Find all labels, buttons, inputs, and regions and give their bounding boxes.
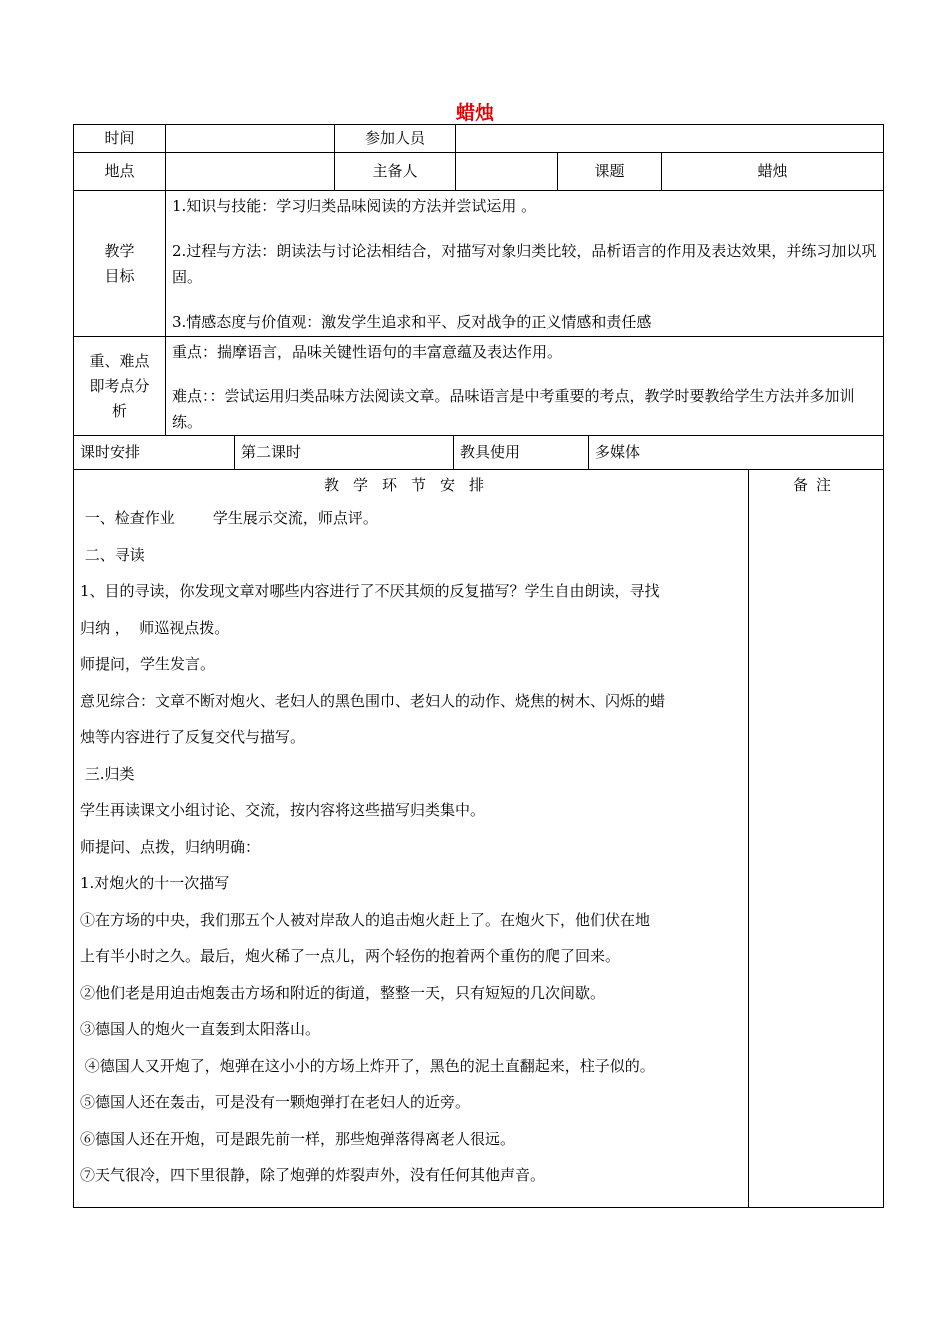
lesson-line: 二、寻读 (80, 545, 145, 564)
difficult-point: 难点：：尝试运用归类品味方法阅读文章。品味语言是中考重要的考点，教学时要教给学生方法并多加训练。 (172, 387, 855, 431)
preparer-value (456, 153, 558, 191)
place-label: 地点 (74, 153, 166, 191)
objectives-label-line: 教学 (104, 241, 135, 260)
lesson-line: 1、目的寻读，你发现文章对哪些内容进行了不厌其烦的反复描写？学生自由朗读，寻找 (80, 582, 660, 600)
lesson-line: 师提问、点拨，归纳明确： (80, 837, 261, 856)
lesson-line: 意见综合：文章不断对炮火、老妇人的黑色围巾、老妇人的动作、烧焦的树木、闪烁的蜡 (80, 691, 666, 710)
time-label: 时间 (74, 125, 166, 153)
period-value: 第二课时 (235, 436, 454, 470)
topic-value: 蜡烛 (662, 153, 884, 191)
tools-label: 教具使用 (454, 436, 589, 470)
lesson-line: ③德国人的炮火一直轰到太阳落山。 (80, 1020, 321, 1038)
notes-header: 备注 (792, 476, 839, 494)
objectives-label (74, 191, 166, 337)
lesson-header: 教学环节安排 (323, 476, 498, 494)
key-points-content (166, 337, 884, 436)
topic-label: 课题 (558, 153, 662, 191)
notes-column (749, 470, 884, 1208)
key-points-label-line: 即考点分 (89, 376, 150, 395)
objectives-content (166, 191, 884, 337)
key-points-label-line: 重、难点 (89, 351, 150, 370)
objectives-table (73, 190, 884, 436)
page-title: 蜡烛 (455, 102, 494, 124)
lesson-table (73, 469, 884, 1208)
lesson-line: ⑥德国人还在开炮，可是跟先前一样，那些炮弹落得离老人很远。 (80, 1129, 516, 1148)
objective-item: 3.情感态度与价值观：激发学生追求和平、反对战争的正义情感和责任感 (172, 312, 652, 331)
objectives-label-line: 目标 (104, 266, 135, 285)
objective-item: 1.知识与技能：学习归类品味阅读的方法并尝试运用 。 (172, 196, 537, 215)
key-points-label (74, 337, 166, 436)
period-label: 课时安排 (74, 436, 235, 470)
schedule-table (73, 435, 884, 470)
key-point: 重点：揣摩语言，品味关键性语句的丰富意蕴及表达作用。 (172, 343, 563, 361)
lesson-line: 上有半小时之久。最后，炮火稀了一点儿，两个轻伤的抱着两个重伤的爬了回来。 (80, 947, 621, 965)
lesson-line: 归纳 ， 师巡视点拨。 (80, 618, 230, 637)
participants-label: 参加人员 (335, 125, 456, 153)
lesson-line: 学生再读课文小组讨论、交流，按内容将这些描写归类集中。 (80, 801, 486, 819)
info-table (73, 124, 884, 191)
lesson-content (74, 470, 749, 1208)
lesson-line: 一、检查作业 学生展示交流，师点评。 (80, 509, 378, 527)
lesson-line: 1.对炮火的十一次描写 (80, 874, 230, 892)
lesson-line: 烛等内容进行了反复交代与描写。 (80, 728, 306, 746)
lesson-line: ①在方场的中央，我们那五个人被对岸敌人的追击炮火赶上了。在炮火下，他们伏在地 (80, 910, 651, 929)
lesson-lines (80, 500, 742, 1194)
key-points-label-line: 析 (111, 401, 127, 420)
preparer-label: 主备人 (335, 153, 456, 191)
lesson-line: ②他们老是用迫击炮轰击方场和附近的街道，整整一天，只有短短的几次间歇。 (80, 983, 606, 1002)
participants-value (456, 125, 884, 153)
time-value (166, 125, 335, 153)
lesson-line: 三.归类 (80, 764, 135, 783)
objective-item: 2.过程与方法：朗读法与讨论法相结合，对描写对象归类比较，品析语言的作用及表达效果，并练习加以巩固。 (172, 241, 877, 286)
lesson-line: ⑦天气很冷，四下里很静，除了炮弹的炸裂声外，没有任何其他声音。 (80, 1166, 546, 1184)
lesson-line: 师提问，学生发言。 (80, 655, 216, 673)
place-value (166, 153, 335, 191)
tools-value: 多媒体 (589, 436, 884, 470)
lesson-line: ④德国人又开炮了，炮弹在这小小的方场上炸开了，黑色的泥土直翻起来，柱子似的。 (80, 1056, 655, 1075)
lesson-line: ⑤德国人还在轰击，可是没有一颗炮弹打在老妇人的近旁。 (80, 1093, 471, 1111)
